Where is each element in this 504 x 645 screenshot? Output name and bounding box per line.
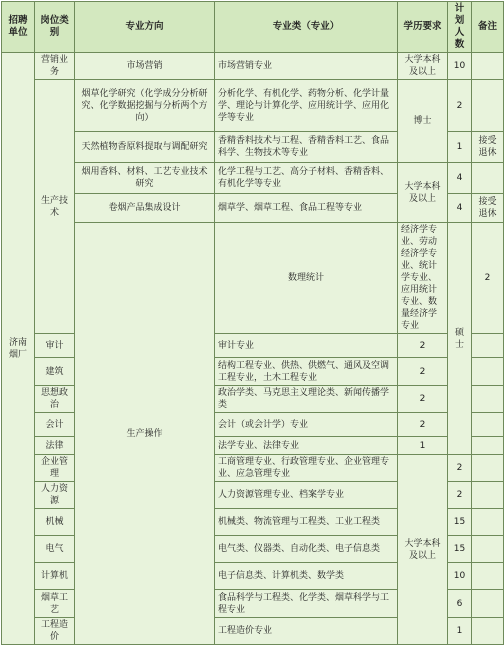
table-row bbox=[2, 223, 504, 334]
note-cell: 接受退休 bbox=[472, 194, 504, 223]
header-category: 岗位类别 bbox=[35, 2, 75, 53]
direction-cell: 天然植物香原料提取与调配研究 bbox=[75, 132, 215, 163]
category-marketing: 营销业务 bbox=[35, 53, 75, 80]
count-cell: 1 bbox=[398, 437, 448, 455]
direction-cell: 审计 bbox=[35, 334, 75, 358]
direction-cell: 会计 bbox=[35, 413, 75, 437]
direction-cell: 机械 bbox=[35, 509, 75, 536]
note-cell bbox=[472, 482, 504, 509]
count-cell: 1 bbox=[448, 132, 472, 163]
major-cell: 市场营销专业 bbox=[215, 53, 398, 80]
count-cell: 2 bbox=[398, 334, 448, 358]
note-cell bbox=[472, 413, 504, 437]
note-cell bbox=[472, 509, 504, 536]
recruitment-table bbox=[1, 1, 504, 645]
education-cell: 大学本科及以上 bbox=[398, 53, 448, 80]
category-ops: 生产操作 bbox=[75, 223, 215, 645]
direction-cell: 建筑 bbox=[35, 358, 75, 386]
major-cell: 审计专业 bbox=[215, 334, 398, 358]
major-cell: 分析化学、有机化学、药物分析、化学计量学、理论与计算化学、应用统计学、应用化学等专业 bbox=[215, 80, 398, 132]
major-cell: 法学专业、法律专业 bbox=[215, 437, 398, 455]
note-cell bbox=[472, 386, 504, 413]
direction-cell: 思想政治 bbox=[35, 386, 75, 413]
direction-cell: 工程造价 bbox=[35, 618, 75, 645]
header-direction: 专业方向 bbox=[75, 2, 215, 53]
direction-cell: 烟用香料、材料、工艺专业技术研究 bbox=[75, 163, 215, 194]
note-cell bbox=[472, 80, 504, 132]
major-cell: 政治学类、马克思主义理论类、新闻传播学类 bbox=[215, 386, 398, 413]
count-cell: 6 bbox=[448, 590, 472, 618]
count-cell: 4 bbox=[448, 194, 472, 223]
major-cell: 机械类、物流管理与工程类、工业工程类 bbox=[215, 509, 398, 536]
major-cell: 结构工程专业、供热、供燃气、通风及空调工程专业，土木工程专业 bbox=[215, 358, 398, 386]
unit-name: 济南烟厂 bbox=[2, 53, 35, 645]
header-count: 计划人数 bbox=[448, 2, 472, 53]
count-cell: 10 bbox=[448, 563, 472, 590]
education-cell: 硕士 bbox=[448, 223, 472, 455]
major-cell: 食品科学与工程类、化学类、烟草科学与工程专业 bbox=[215, 590, 398, 618]
note-cell bbox=[472, 563, 504, 590]
count-cell: 15 bbox=[448, 509, 472, 536]
count-cell: 2 bbox=[398, 386, 448, 413]
major-cell: 电子信息类、计算机类、数学类 bbox=[215, 563, 398, 590]
note-cell bbox=[472, 334, 504, 358]
count-cell: 2 bbox=[398, 358, 448, 386]
direction-cell: 市场营销 bbox=[75, 53, 215, 80]
note-cell bbox=[472, 455, 504, 482]
note-cell bbox=[472, 358, 504, 386]
header-education: 学历要求 bbox=[398, 2, 448, 53]
note-cell bbox=[472, 53, 504, 80]
table-row bbox=[2, 53, 504, 80]
count-cell: 2 bbox=[448, 80, 472, 132]
header-note: 备注 bbox=[472, 2, 504, 53]
direction-cell: 人力资源 bbox=[35, 482, 75, 509]
count-cell: 10 bbox=[448, 53, 472, 80]
major-cell: 会计（或会计学）专业 bbox=[215, 413, 398, 437]
note-cell bbox=[472, 536, 504, 563]
major-cell: 人力资源管理专业、档案学专业 bbox=[215, 482, 398, 509]
note-cell bbox=[472, 618, 504, 645]
major-cell: 化学工程与工艺、高分子材料、香精香料、有机化学等专业 bbox=[215, 163, 398, 194]
header-major: 专业类（专业） bbox=[215, 2, 398, 53]
count-cell: 4 bbox=[448, 163, 472, 194]
direction-cell: 烟草化学研究（化学成分分析研究、化学数据挖掘与分析两个方向） bbox=[75, 80, 215, 132]
note-cell bbox=[472, 590, 504, 618]
note-cell bbox=[472, 163, 504, 194]
direction-cell: 电气 bbox=[35, 536, 75, 563]
education-cell: 大学本科及以上 bbox=[398, 455, 448, 645]
direction-cell: 法律 bbox=[35, 437, 75, 455]
note-cell bbox=[472, 437, 504, 455]
major-cell: 工程造价专业 bbox=[215, 618, 398, 645]
table-row bbox=[2, 163, 504, 194]
direction-cell: 烟草工艺 bbox=[35, 590, 75, 618]
count-cell: 2 bbox=[448, 455, 472, 482]
education-cell: 大学本科及以上 bbox=[398, 163, 448, 223]
direction-cell: 计算机 bbox=[35, 563, 75, 590]
category-tech: 生产技术 bbox=[35, 80, 75, 334]
header-unit: 招聘单位 bbox=[2, 2, 35, 53]
header-row bbox=[2, 2, 504, 53]
direction-cell: 卷烟产品集成设计 bbox=[75, 194, 215, 223]
count-cell: 1 bbox=[448, 618, 472, 645]
direction-cell: 企业管理 bbox=[35, 455, 75, 482]
education-cell: 博士 bbox=[398, 80, 448, 163]
count-cell: 2 bbox=[472, 223, 504, 334]
major-cell: 工商管理专业、行政管理专业、企业管理专业、应急管理专业 bbox=[215, 455, 398, 482]
direction-cell: 数理统计 bbox=[215, 223, 398, 334]
major-cell: 烟草学、烟草工程、食品工程等专业 bbox=[215, 194, 398, 223]
count-cell: 2 bbox=[448, 482, 472, 509]
count-cell: 15 bbox=[448, 536, 472, 563]
major-cell: 香精香料技术与工程、香精香料工艺、食品科学、生物技术等专业 bbox=[215, 132, 398, 163]
major-cell: 电气类、仪器类、自动化类、电子信息类 bbox=[215, 536, 398, 563]
count-cell: 2 bbox=[398, 413, 448, 437]
table-row bbox=[2, 80, 504, 132]
major-cell: 经济学专业、劳动经济学专业、统计学专业、应用统计专业、数量经济学专业 bbox=[398, 223, 448, 334]
note-cell: 接受退休 bbox=[472, 132, 504, 163]
